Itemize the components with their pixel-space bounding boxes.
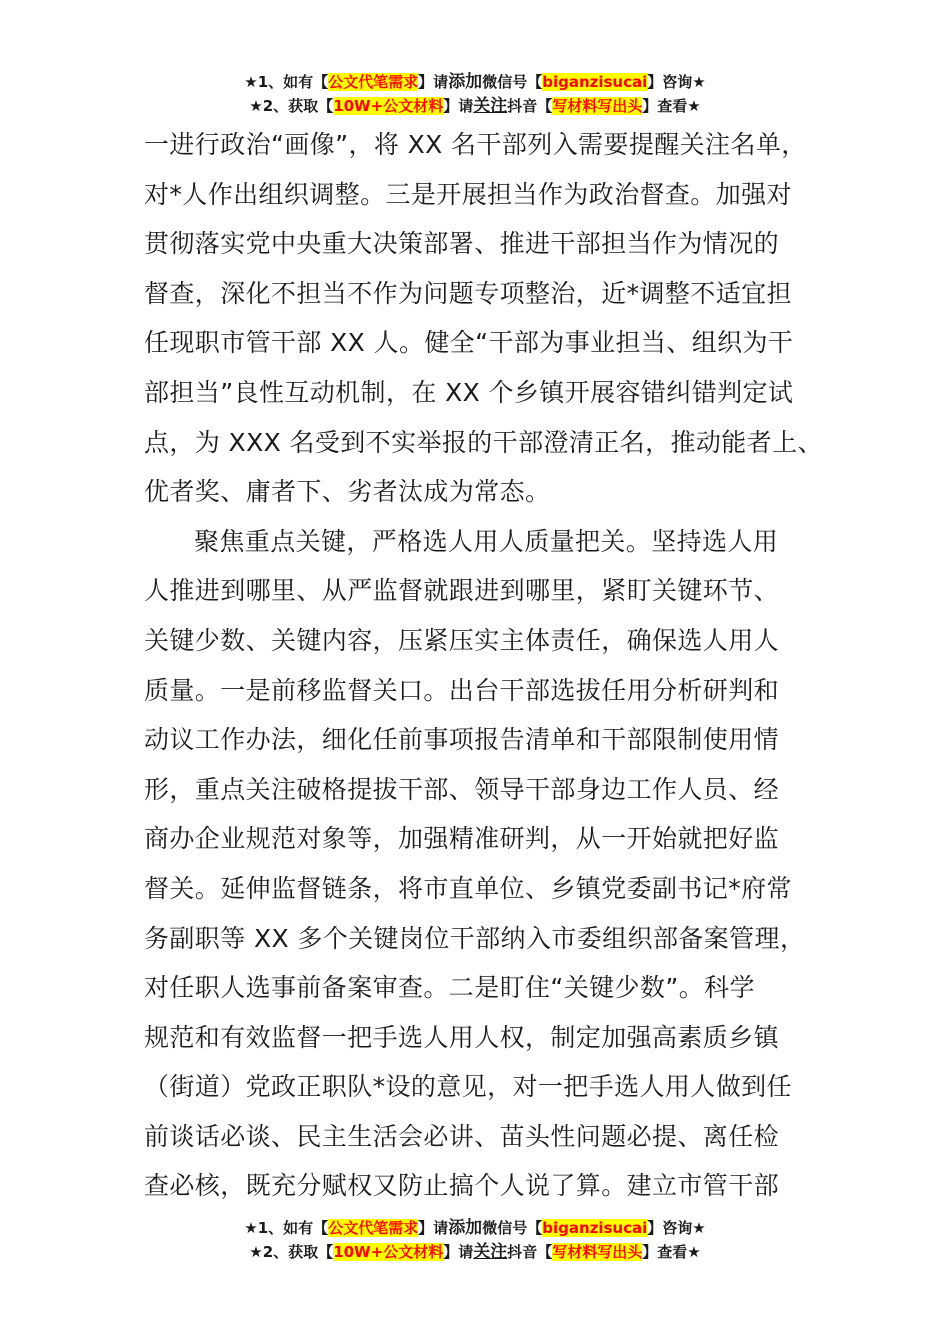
- text-line: 部担当”良性互动机制，在 XX 个乡镇开展容错纠错判定试: [144, 377, 794, 407]
- text-line: 点，为 XXX 名受到不实举报的干部澄清正名，推动能者上、: [144, 427, 823, 457]
- banner-line-2: [0, 1240, 950, 1264]
- banner-text: 关注: [473, 96, 508, 116]
- text-line: 一进行政治“画像”，将 XX 名干部列入需要提醒关注名单，: [144, 130, 807, 159]
- banner-text: 】请: [443, 1243, 474, 1261]
- header-banner: [0, 70, 950, 118]
- text-line: 规范和有效监督一把手选人用人权，制定加强高素质乡镇: [144, 1022, 780, 1052]
- highlight-text: 公文代笔需求: [328, 73, 419, 91]
- banner-text: 】咨询★: [647, 1219, 706, 1237]
- text-line: 人推进到哪里、从严监督就跟进到哪里，紧盯关键环节、: [144, 576, 780, 606]
- banner-text: 抖音【: [507, 97, 553, 115]
- document-body: [144, 120, 834, 1211]
- banner-text: ★2、获取【: [249, 97, 334, 115]
- douyin-id: 写材料写出头: [552, 1243, 643, 1261]
- text-line: （街道）党政正职队*设的意见，对一把手选人用人做到任: [144, 1072, 792, 1102]
- text-line: 商办企业规范对象等，加强精准研判，从一开始就把好监: [144, 824, 780, 854]
- banner-text: ★1、如有【: [244, 1219, 329, 1237]
- banner-text: 添加: [448, 72, 483, 92]
- banner-line-1: [0, 70, 950, 94]
- banner-text: ★1、如有【: [244, 73, 329, 91]
- banner-line-1: [0, 1216, 950, 1240]
- footer-banner: [0, 1216, 950, 1264]
- text-line: 前谈话必谈、民主生活会必讲、苗头性问题必提、离任检: [144, 1121, 780, 1151]
- douyin-id: 写材料写出头: [552, 97, 643, 115]
- banner-text: 关注: [473, 1242, 508, 1262]
- text-line: 督关。延伸监督链条，将市直单位、乡镇党委副书记*府常: [144, 873, 792, 903]
- banner-text: 添加: [448, 1218, 483, 1238]
- banner-text: 】咨询★: [647, 73, 706, 91]
- banner-text: 微信号【: [482, 73, 543, 91]
- text-line: 动议工作办法，细化任前事项报告清单和干部限制使用情: [144, 725, 780, 755]
- text-line: 形，重点关注破格提拔干部、领导干部身边工作人员、经: [144, 774, 780, 804]
- text-line: 查必核，既充分赋权又防止搞个人说了算。建立市管干部: [144, 1171, 780, 1201]
- wechat-id: biganzisucai: [542, 73, 648, 91]
- text-line: 优者奖、庸者下、劣者汰成为常态。: [144, 477, 551, 507]
- highlight-text: 10W+公文材料: [333, 1243, 444, 1261]
- text-line: 关键少数、关键内容，压紧压实主体责任，确保选人用人: [144, 625, 780, 655]
- text-line: 对*人作出组织调整。三是开展担当作为政治督查。加强对: [144, 179, 792, 209]
- text-line: 任现职市管干部 XX 人。健全“干部为事业担当、组织为干: [144, 328, 794, 358]
- paragraph-start-line: 聚焦重点关键，严格选人用人质量把关。坚持选人用: [194, 526, 779, 556]
- highlight-text: 公文代笔需求: [328, 1219, 419, 1237]
- banner-text: 】请: [443, 97, 474, 115]
- banner-text: 抖音【: [507, 1243, 553, 1261]
- text-line: 务副职等 XX 多个关键岗位干部纳入市委组织部备案管理，: [144, 923, 806, 953]
- banner-text: 】查看★: [642, 97, 701, 115]
- banner-text: 】请: [418, 73, 449, 91]
- highlight-text: 10W+公文材料: [333, 97, 444, 115]
- text-line: 贯彻落实党中央重大决策部署、推进干部担当作为情况的: [144, 229, 780, 259]
- banner-text: 】查看★: [642, 1243, 701, 1261]
- banner-text: ★2、获取【: [249, 1243, 334, 1261]
- wechat-id: biganzisucai: [542, 1219, 648, 1237]
- text-line: 督查，深化不担当不作为问题专项整治，近*调整不适宜担: [144, 278, 792, 308]
- text-line: 质量。一是前移监督关口。出台干部选拔任用分析研判和: [144, 675, 780, 705]
- text-line: 对任职人选事前备案审查。二是盯住“关键少数”。科学: [144, 973, 755, 1003]
- banner-text: 微信号【: [482, 1219, 543, 1237]
- banner-line-2: [0, 94, 950, 118]
- banner-text: 】请: [418, 1219, 449, 1237]
